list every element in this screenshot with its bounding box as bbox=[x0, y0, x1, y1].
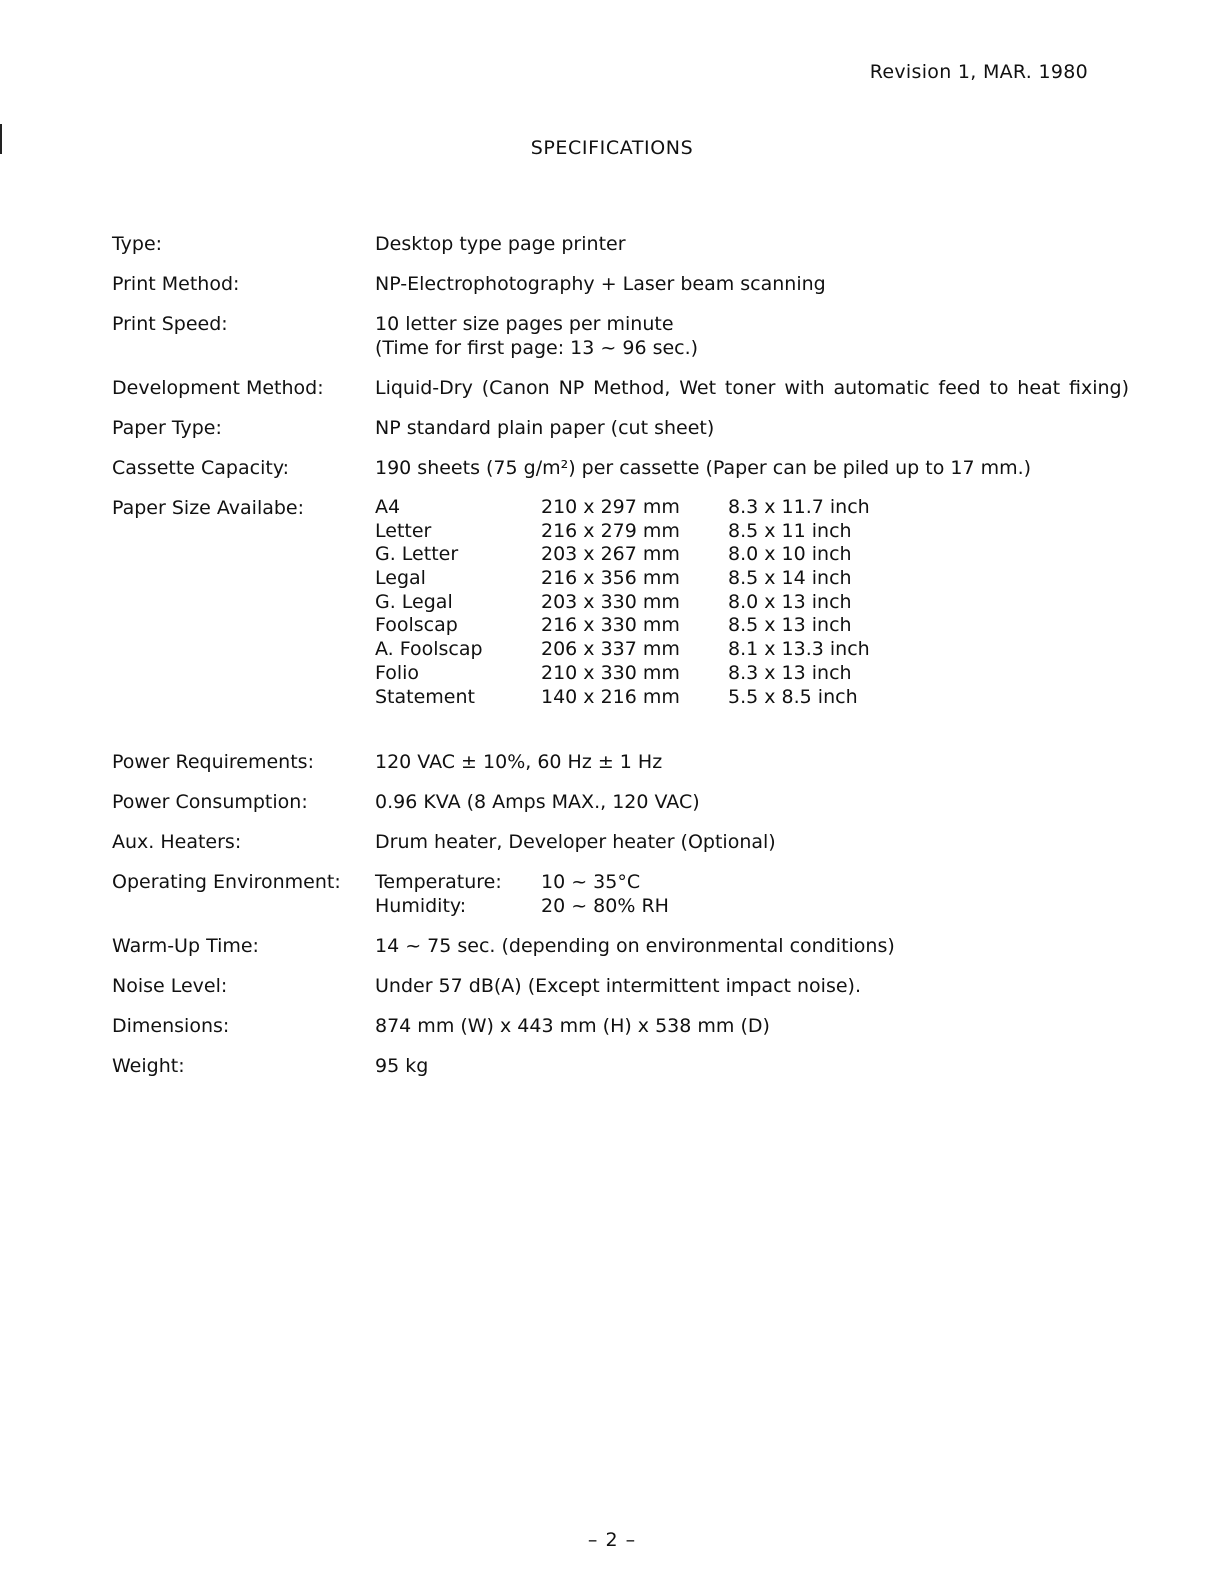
spec-value: 874 mm (W) x 443 mm (H) x 538 mm (D) bbox=[375, 1015, 770, 1037]
paper-size-mm: 216 x 279 mm bbox=[541, 519, 680, 542]
spec-value: 0.96 KVA (8 Amps MAX., 120 VAC) bbox=[375, 791, 700, 813]
spec-label: Paper Type: bbox=[112, 417, 222, 439]
paper-size-mm: 203 x 330 mm bbox=[541, 590, 680, 613]
paper-size-inch: 8.5 x 13 inch bbox=[728, 614, 852, 637]
revision-note: Revision 1, MAR. 1980 bbox=[869, 61, 1088, 83]
spec-row-power-consumption bbox=[0, 790, 1224, 830]
spec-value: NP-Electrophotography + Laser beam scanning bbox=[375, 273, 826, 295]
paper-size-row bbox=[375, 638, 935, 662]
paper-size-mm: 206 x 337 mm bbox=[541, 638, 680, 661]
paper-size-mm: 140 x 216 mm bbox=[541, 685, 680, 708]
spec-row-paper-size bbox=[0, 496, 1224, 750]
spec-row-noise-level bbox=[0, 974, 1224, 1014]
spec-label: Noise Level: bbox=[112, 975, 228, 997]
paper-size-inch: 5.5 x 8.5 inch bbox=[728, 685, 858, 708]
spec-label: Print Speed: bbox=[112, 313, 228, 335]
paper-size-name: G. Letter bbox=[375, 543, 459, 566]
paper-size-name: Foolscap bbox=[375, 614, 458, 637]
spec-label: Warm-Up Time: bbox=[112, 935, 259, 957]
spec-label: Print Method: bbox=[112, 273, 240, 295]
spec-label: Cassette Capacity: bbox=[112, 457, 290, 479]
spec-value: Liquid-Dry (Canon NP Method, Wet toner with automatic feed to heat fixing) bbox=[375, 377, 1129, 399]
paper-size-mm: 210 x 330 mm bbox=[541, 661, 680, 684]
paper-size-row bbox=[375, 614, 935, 638]
print-speed-line1: 10 letter size pages per minute bbox=[375, 313, 674, 335]
paper-size-row bbox=[375, 520, 935, 544]
spec-value bbox=[375, 312, 698, 360]
paper-size-inch: 8.3 x 13 inch bbox=[728, 661, 852, 684]
spec-label: Development Method: bbox=[112, 377, 324, 399]
temperature-label: Temperature: bbox=[375, 871, 502, 893]
spec-row-warm-up-time bbox=[0, 934, 1224, 974]
spec-row-weight bbox=[0, 1054, 1224, 1094]
paper-size-row bbox=[375, 543, 935, 567]
paper-size-name: Folio bbox=[375, 661, 420, 684]
paper-size-name: A. Foolscap bbox=[375, 638, 483, 661]
environment-row bbox=[375, 870, 775, 894]
spec-row-print-speed bbox=[0, 312, 1224, 376]
spec-value: Under 57 dB(A) (Except intermittent impact noise). bbox=[375, 975, 861, 997]
spec-list bbox=[0, 232, 1224, 1094]
paper-size-mm: 216 x 330 mm bbox=[541, 614, 680, 637]
spec-value: 14 ~ 75 sec. (depending on environmental conditions) bbox=[375, 935, 895, 957]
paper-size-mm: 203 x 267 mm bbox=[541, 543, 680, 566]
page-number: – 2 – bbox=[587, 1529, 637, 1551]
spec-row-development-method bbox=[0, 376, 1224, 416]
paper-size-name: A4 bbox=[375, 496, 401, 518]
paper-size-row bbox=[375, 662, 935, 686]
spec-value: 190 sheets (75 g/m²) per cassette (Paper can be piled up to 17 mm.) bbox=[375, 457, 1032, 479]
spec-row-cassette-capacity bbox=[0, 456, 1224, 496]
spec-row-paper-type bbox=[0, 416, 1224, 456]
paper-size-row bbox=[375, 567, 935, 591]
spec-row-type bbox=[0, 232, 1224, 272]
temperature-value: 10 ~ 35°C bbox=[541, 871, 641, 893]
spec-value: Drum heater, Developer heater (Optional) bbox=[375, 831, 776, 853]
spec-row-aux-heaters bbox=[0, 830, 1224, 870]
paper-size-row bbox=[375, 496, 935, 520]
paper-size-name: Letter bbox=[375, 519, 432, 542]
spec-label: Power Requirements: bbox=[112, 751, 314, 773]
environment-row bbox=[375, 894, 775, 918]
spec-label: Aux. Heaters: bbox=[112, 831, 242, 853]
paper-size-table bbox=[375, 496, 935, 709]
print-speed-line2: (Time for first page: 13 ~ 96 sec.) bbox=[375, 337, 699, 359]
paper-size-inch: 8.5 x 14 inch bbox=[728, 567, 852, 590]
spec-value: NP standard plain paper (cut sheet) bbox=[375, 417, 715, 439]
spec-value: 95 kg bbox=[375, 1055, 429, 1077]
spec-value: 120 VAC ± 10%, 60 Hz ± 1 Hz bbox=[375, 751, 663, 773]
spec-value: Desktop type page printer bbox=[375, 233, 626, 255]
paper-size-name: Statement bbox=[375, 685, 475, 708]
spec-label: Power Consumption: bbox=[112, 791, 308, 813]
spec-row-operating-environment bbox=[0, 870, 1224, 934]
spec-row-power-requirements bbox=[0, 750, 1224, 790]
paper-size-inch: 8.5 x 11 inch bbox=[728, 519, 852, 542]
environment-table bbox=[375, 870, 775, 918]
spec-row-dimensions bbox=[0, 1014, 1224, 1054]
paper-size-name: Legal bbox=[375, 567, 426, 590]
humidity-label: Humidity: bbox=[375, 895, 467, 917]
paper-size-inch: 8.1 x 13.3 inch bbox=[728, 638, 870, 661]
spec-label: Weight: bbox=[112, 1055, 185, 1077]
paper-size-name: G. Legal bbox=[375, 590, 453, 613]
paper-size-inch: 8.3 x 11.7 inch bbox=[728, 496, 870, 518]
humidity-value: 20 ~ 80% RH bbox=[541, 895, 669, 917]
paper-size-mm: 216 x 356 mm bbox=[541, 567, 680, 590]
spec-row-print-method bbox=[0, 272, 1224, 312]
paper-size-row bbox=[375, 591, 935, 615]
page-title: SPECIFICATIONS bbox=[530, 137, 694, 159]
spec-label: Type: bbox=[112, 233, 163, 255]
paper-size-inch: 8.0 x 13 inch bbox=[728, 590, 852, 613]
paper-size-row bbox=[375, 686, 935, 710]
paper-size-inch: 8.0 x 10 inch bbox=[728, 543, 852, 566]
paper-size-mm: 210 x 297 mm bbox=[541, 496, 680, 518]
spec-label: Paper Size Availabe: bbox=[112, 497, 305, 519]
spec-label: Operating Environment: bbox=[112, 871, 341, 893]
spec-label: Dimensions: bbox=[112, 1015, 230, 1037]
